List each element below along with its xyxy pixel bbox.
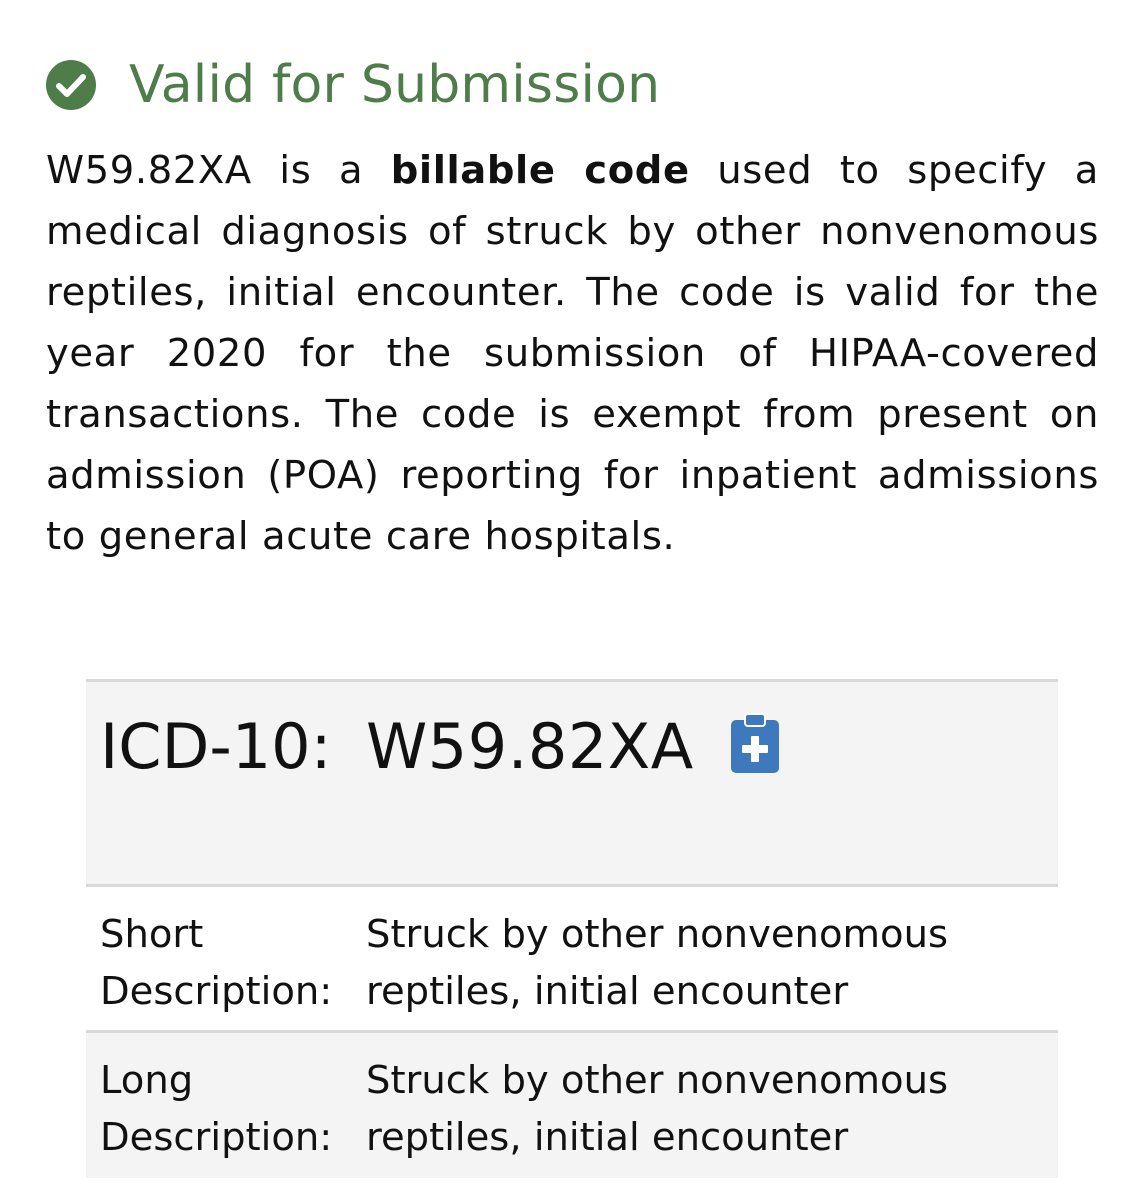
- description-code: W59.82XA: [46, 148, 252, 193]
- status-text: Valid for Submission: [129, 55, 661, 115]
- long-description-row: [86, 1033, 1058, 1178]
- code-label: ICD-10:: [100, 710, 332, 783]
- check-circle-icon: [46, 60, 96, 110]
- long-description-value: Struck by other nonvenomous reptiles, initial encounter: [366, 1058, 949, 1160]
- code-row: [86, 679, 1058, 887]
- description-part1: is a: [251, 148, 391, 193]
- code-description: [46, 140, 1099, 567]
- description-part2: used to specify a medical diagnosis of struck by other nonvenomous reptiles, initial encounter. The code is valid for the year 2020 for the submission of HIPAA-covered transactions. The code is exempt from present on admission (POA) reporting for inpatient admissions to general acute care hospitals.: [46, 148, 1099, 559]
- code-details-table: [86, 679, 1058, 1178]
- short-description-row: [86, 887, 1058, 1033]
- clipboard-plus-icon[interactable]: [730, 712, 780, 774]
- short-description-value: Struck by other nonvenomous reptiles, initial encounter: [366, 912, 949, 1014]
- long-description-label: Long Description:: [100, 1058, 333, 1160]
- short-description-label: Short Description:: [100, 912, 333, 1014]
- code-value: W59.82XA: [366, 710, 694, 783]
- code-value-cell: [366, 682, 780, 884]
- validity-status: [46, 52, 660, 118]
- billable-label: billable code: [390, 148, 690, 193]
